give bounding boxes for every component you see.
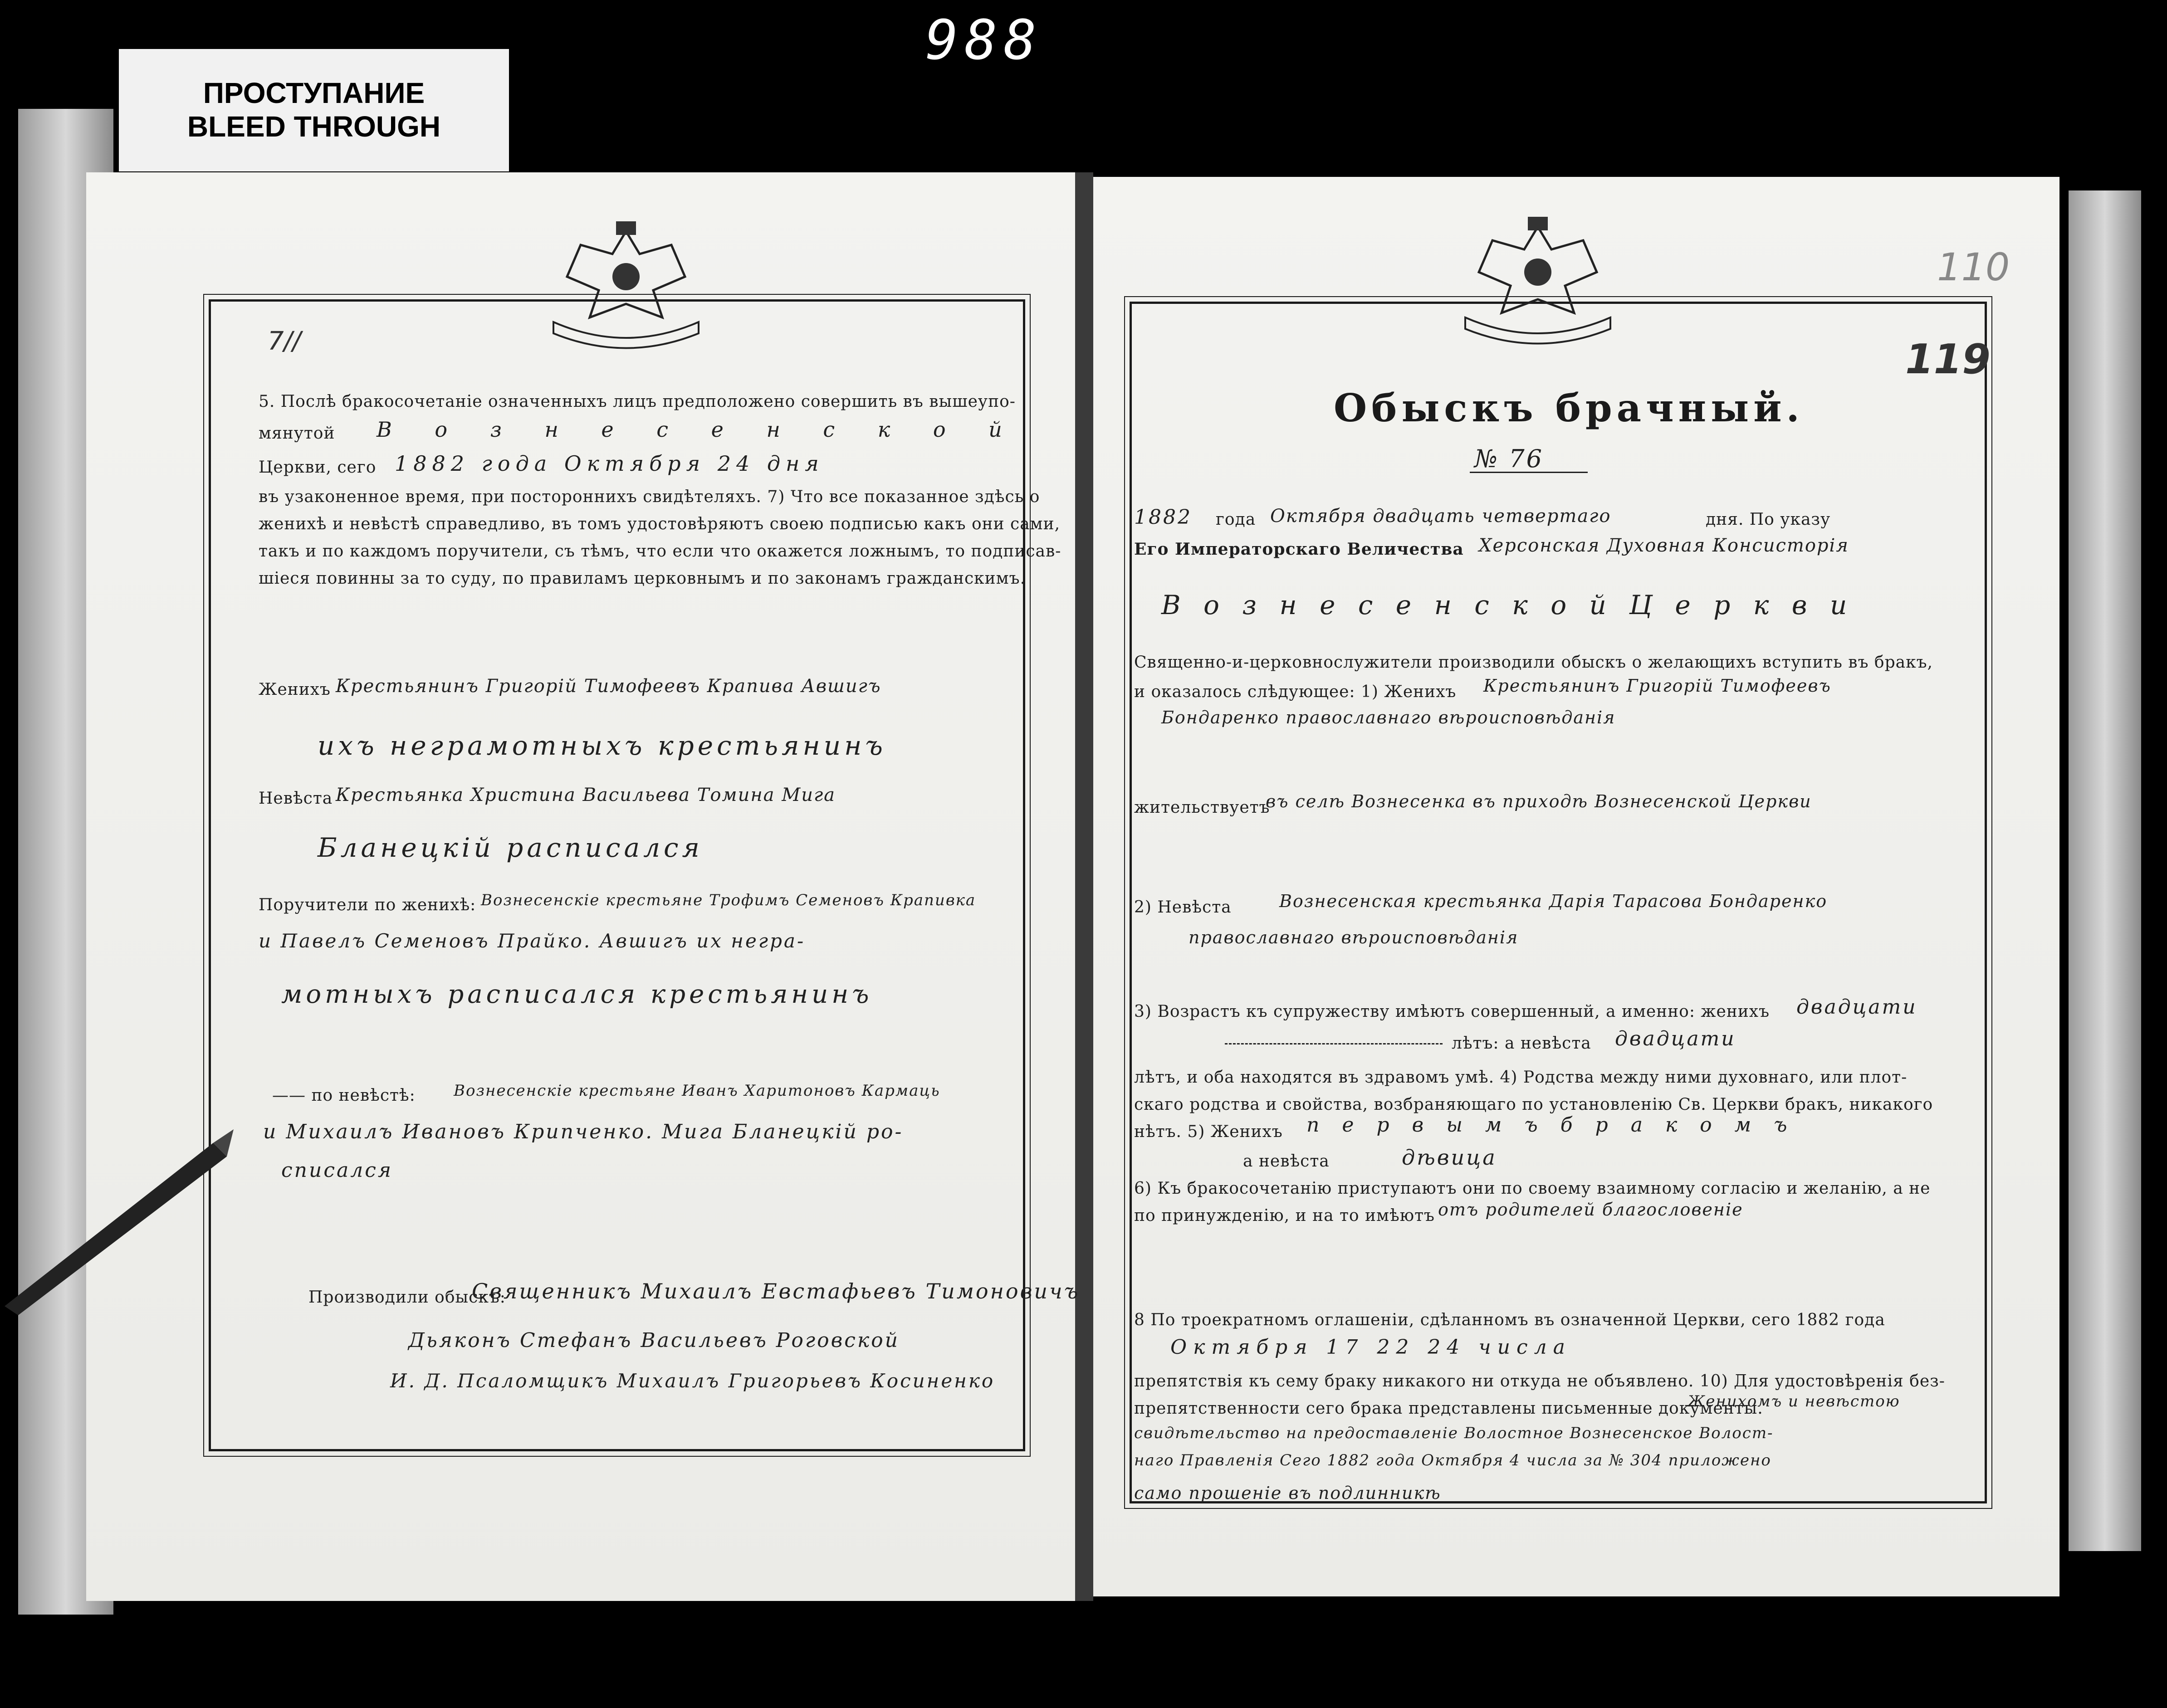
frame-number: 988 [925, 9, 1043, 72]
record-number-underline [1470, 472, 1588, 473]
para-5-line-2a: мянутой [259, 424, 335, 443]
consent-line-1: 6) Къ бракосочетанію приступаютъ они по своему взаимному согласію и желанію, а не [1134, 1179, 1931, 1198]
guarantors-groom-hand-2: и Павелъ Семеновъ Прайко. Авшигъ их негра- [259, 930, 806, 952]
guarantors-groom-hand-3: мотныхъ расписался крестьянинъ [281, 980, 873, 1009]
age-line-4: скаго родства и свойства, возбраняющаго по установленію Св. Церкви бракъ, никакого [1134, 1095, 1933, 1114]
bleed-label-en: BLEED THROUGH [187, 110, 441, 143]
wedding-date-hand: 1882 года Октября 24 дня [395, 451, 824, 476]
banns-hand-3: наго Правленія Сего 1882 года Октября 4 числа за № 304 приложено [1134, 1451, 1771, 1469]
para-5-line-4: въ узаконенное время, при постороннихъ свидѣтеляхъ. 7) Что все показанное здѣсь о [259, 488, 1040, 506]
banns-line-3: препятствія къ сему браку никакого ни откуда не объявлено. 10) Для удостовѣренія без- [1134, 1372, 1945, 1391]
line-4: Священно-и-церковнослужители производили обыскъ о желающихъ вступить въ бракъ, [1134, 653, 1933, 672]
church-name-right-hand: В о з н е с е н с к о й Ц е р к в и [1161, 590, 1854, 620]
pencil-mark: 7// [268, 327, 301, 356]
para-5-line-1: 5. Послѣ бракосочетаніе означенныхъ лицъ предположено совершить въ вышеупо- [259, 392, 1016, 411]
line-2a: Его Императорскаго Величества [1134, 540, 1464, 559]
groom-hand-2: ихъ неграмотныхъ крестьянинъ [318, 730, 886, 761]
search-by-hand-2: Дьяконъ Стефанъ Васильевъ Роговской [408, 1329, 900, 1352]
year-hand: 1882 [1134, 506, 1192, 529]
page-number-pencil: 110 [1937, 245, 2010, 289]
age-bride-hand: двадцати [1615, 1027, 1736, 1050]
groom-hand-1: Крестьянинъ Григорій Тимофеевъ Крапива Авшигъ [336, 676, 881, 697]
guarantors-groom-label: Поручители по женихѣ: [259, 896, 476, 914]
book-right-edge [2069, 190, 2141, 1551]
line-5a: и оказалось слѣдующее: 1) Женихъ [1134, 683, 1457, 701]
bride-hand-2: Бланецкій расписался [318, 832, 703, 863]
groom-right-hand: Крестьянинъ Григорій Тимофеевъ [1483, 676, 1831, 696]
bride-hand-1: Крестьянка Христина Васильева Томина Мига [336, 785, 836, 805]
bleed-label-ru: ПРОСТУПАНИЕ [203, 77, 425, 110]
bride-label: Невѣста [259, 789, 333, 808]
line-1a: года [1216, 510, 1256, 529]
age-line-5-hand: п е р в ы м ъ б р а к о м ъ [1306, 1113, 1795, 1137]
bride-right-hand-1: Вознесенская крестьянка Дарія Тарасова Бондаренко [1279, 891, 1828, 911]
line-1b: дня. По указу [1706, 510, 1831, 529]
age-line-6a: а невѣста [1243, 1152, 1330, 1171]
bride-right-label: 2) Невѣста [1134, 898, 1232, 917]
search-by-label: Производили обыскъ: [308, 1288, 506, 1307]
banns-line-4: препятственности сего брака представлены письменные документы. [1134, 1399, 1763, 1418]
page-number-ink: 119 [1905, 336, 1991, 383]
search-by-hand-1: Священникъ Михаилъ Евстафьевъ Тимоновичъ [472, 1279, 1080, 1303]
banns-hand-2: свидѣтельство на предоставленіе Волостное Вознесенское Волост- [1134, 1424, 1774, 1442]
consent-line-2a: по принужденію, и на то имѣютъ [1134, 1206, 1435, 1225]
para-5-line-5: женихѣ и невѣстѣ справедливо, въ томъ удостовѣряютъ своею подписью какъ они сами, [259, 515, 1061, 533]
double-headed-eagle-emblem-right [1447, 213, 1629, 349]
para-5-line-6: такъ и по каждомъ поручители, съ тѣмъ, что если что окажется ложнымъ, то подписав- [259, 542, 1061, 561]
age-line-6-hand: дѣвица [1402, 1145, 1497, 1170]
residence-hand: въ селѣ Вознесенка въ приходѣ Вознесенской Церкви [1266, 791, 1812, 811]
pen-object [0, 1125, 236, 1315]
age-line-5a: нѣтъ. 5) Женихъ [1134, 1122, 1283, 1141]
guarantors-bride-hand-1: Вознесенскіе крестьяне Иванъ Харитоновъ Кармаць [454, 1082, 940, 1100]
para-5-line-7: шіеся повинны за то суду, по правиламъ церковнымъ и по законамъ гражданскимъ. [259, 569, 1026, 588]
guarantors-bride-label: —— по невѣстѣ: [272, 1086, 416, 1105]
para-5-line-3a: Церкви, сего [259, 458, 377, 477]
consent-line-2-hand: отъ родителей благословеніе [1438, 1200, 1743, 1220]
guarantors-groom-hand-1: Вознесенскіе крестьяне Трофимъ Семеновъ Крапивка [481, 891, 976, 909]
guarantors-bride-hand-2: и Михаилъ Ивановъ Крипченко. Мига Бланецкій ро- [263, 1120, 904, 1143]
church-name-hand: В о з н е с е н с к о й [377, 417, 1020, 442]
consistory-hand: Херсонская Духовная Консисторія [1479, 535, 1849, 556]
gutter [1075, 172, 1093, 1601]
age-groom-hand: двадцати [1796, 996, 1918, 1019]
date-hand: Октября двадцать четвертаго [1270, 506, 1611, 527]
groom-right-hand-2: Бондаренко православнаго вѣроисповѣданія [1161, 708, 1616, 727]
document-title: Обыскъ брачный. [1334, 386, 1804, 430]
residence-label: жительствуетъ [1134, 798, 1270, 817]
age-dash-line [1225, 1043, 1443, 1044]
bleed-through-label [119, 49, 509, 171]
age-years-1: лѣтъ: а невѣста [1452, 1034, 1591, 1053]
age-line-3: лѣтъ, и оба находятся въ здравомъ умѣ. 4) Родства между ними духовнаго, или плот- [1134, 1068, 1908, 1087]
record-number: № 76 [1474, 444, 1544, 473]
search-by-hand-3: И. Д. Псаломщикъ Михаилъ Григорьевъ Косиненко [390, 1370, 995, 1392]
banns-line-2-hand: Октября 17 22 24 числа [1170, 1336, 1571, 1359]
banns-hand-4: само прошеніе въ подлинникѣ [1134, 1483, 1441, 1503]
age-line-1: 3) Возрастъ къ супружеству имѣютъ совершенный, а именно: женихъ [1134, 1002, 1770, 1021]
guarantors-bride-hand-3: списался [281, 1159, 393, 1182]
banns-line-1a: 8 По троекратномъ оглашеніи, сдѣланномъ въ означенной Церкви, сего 1882 года [1134, 1311, 1885, 1329]
double-headed-eagle-emblem [535, 218, 717, 354]
banns-hand-1: Женихомъ и невѣстою [1688, 1392, 1900, 1410]
bride-right-hand-2: православнаго вѣроисповѣданія [1189, 927, 1519, 947]
groom-label: Женихъ [259, 680, 331, 699]
